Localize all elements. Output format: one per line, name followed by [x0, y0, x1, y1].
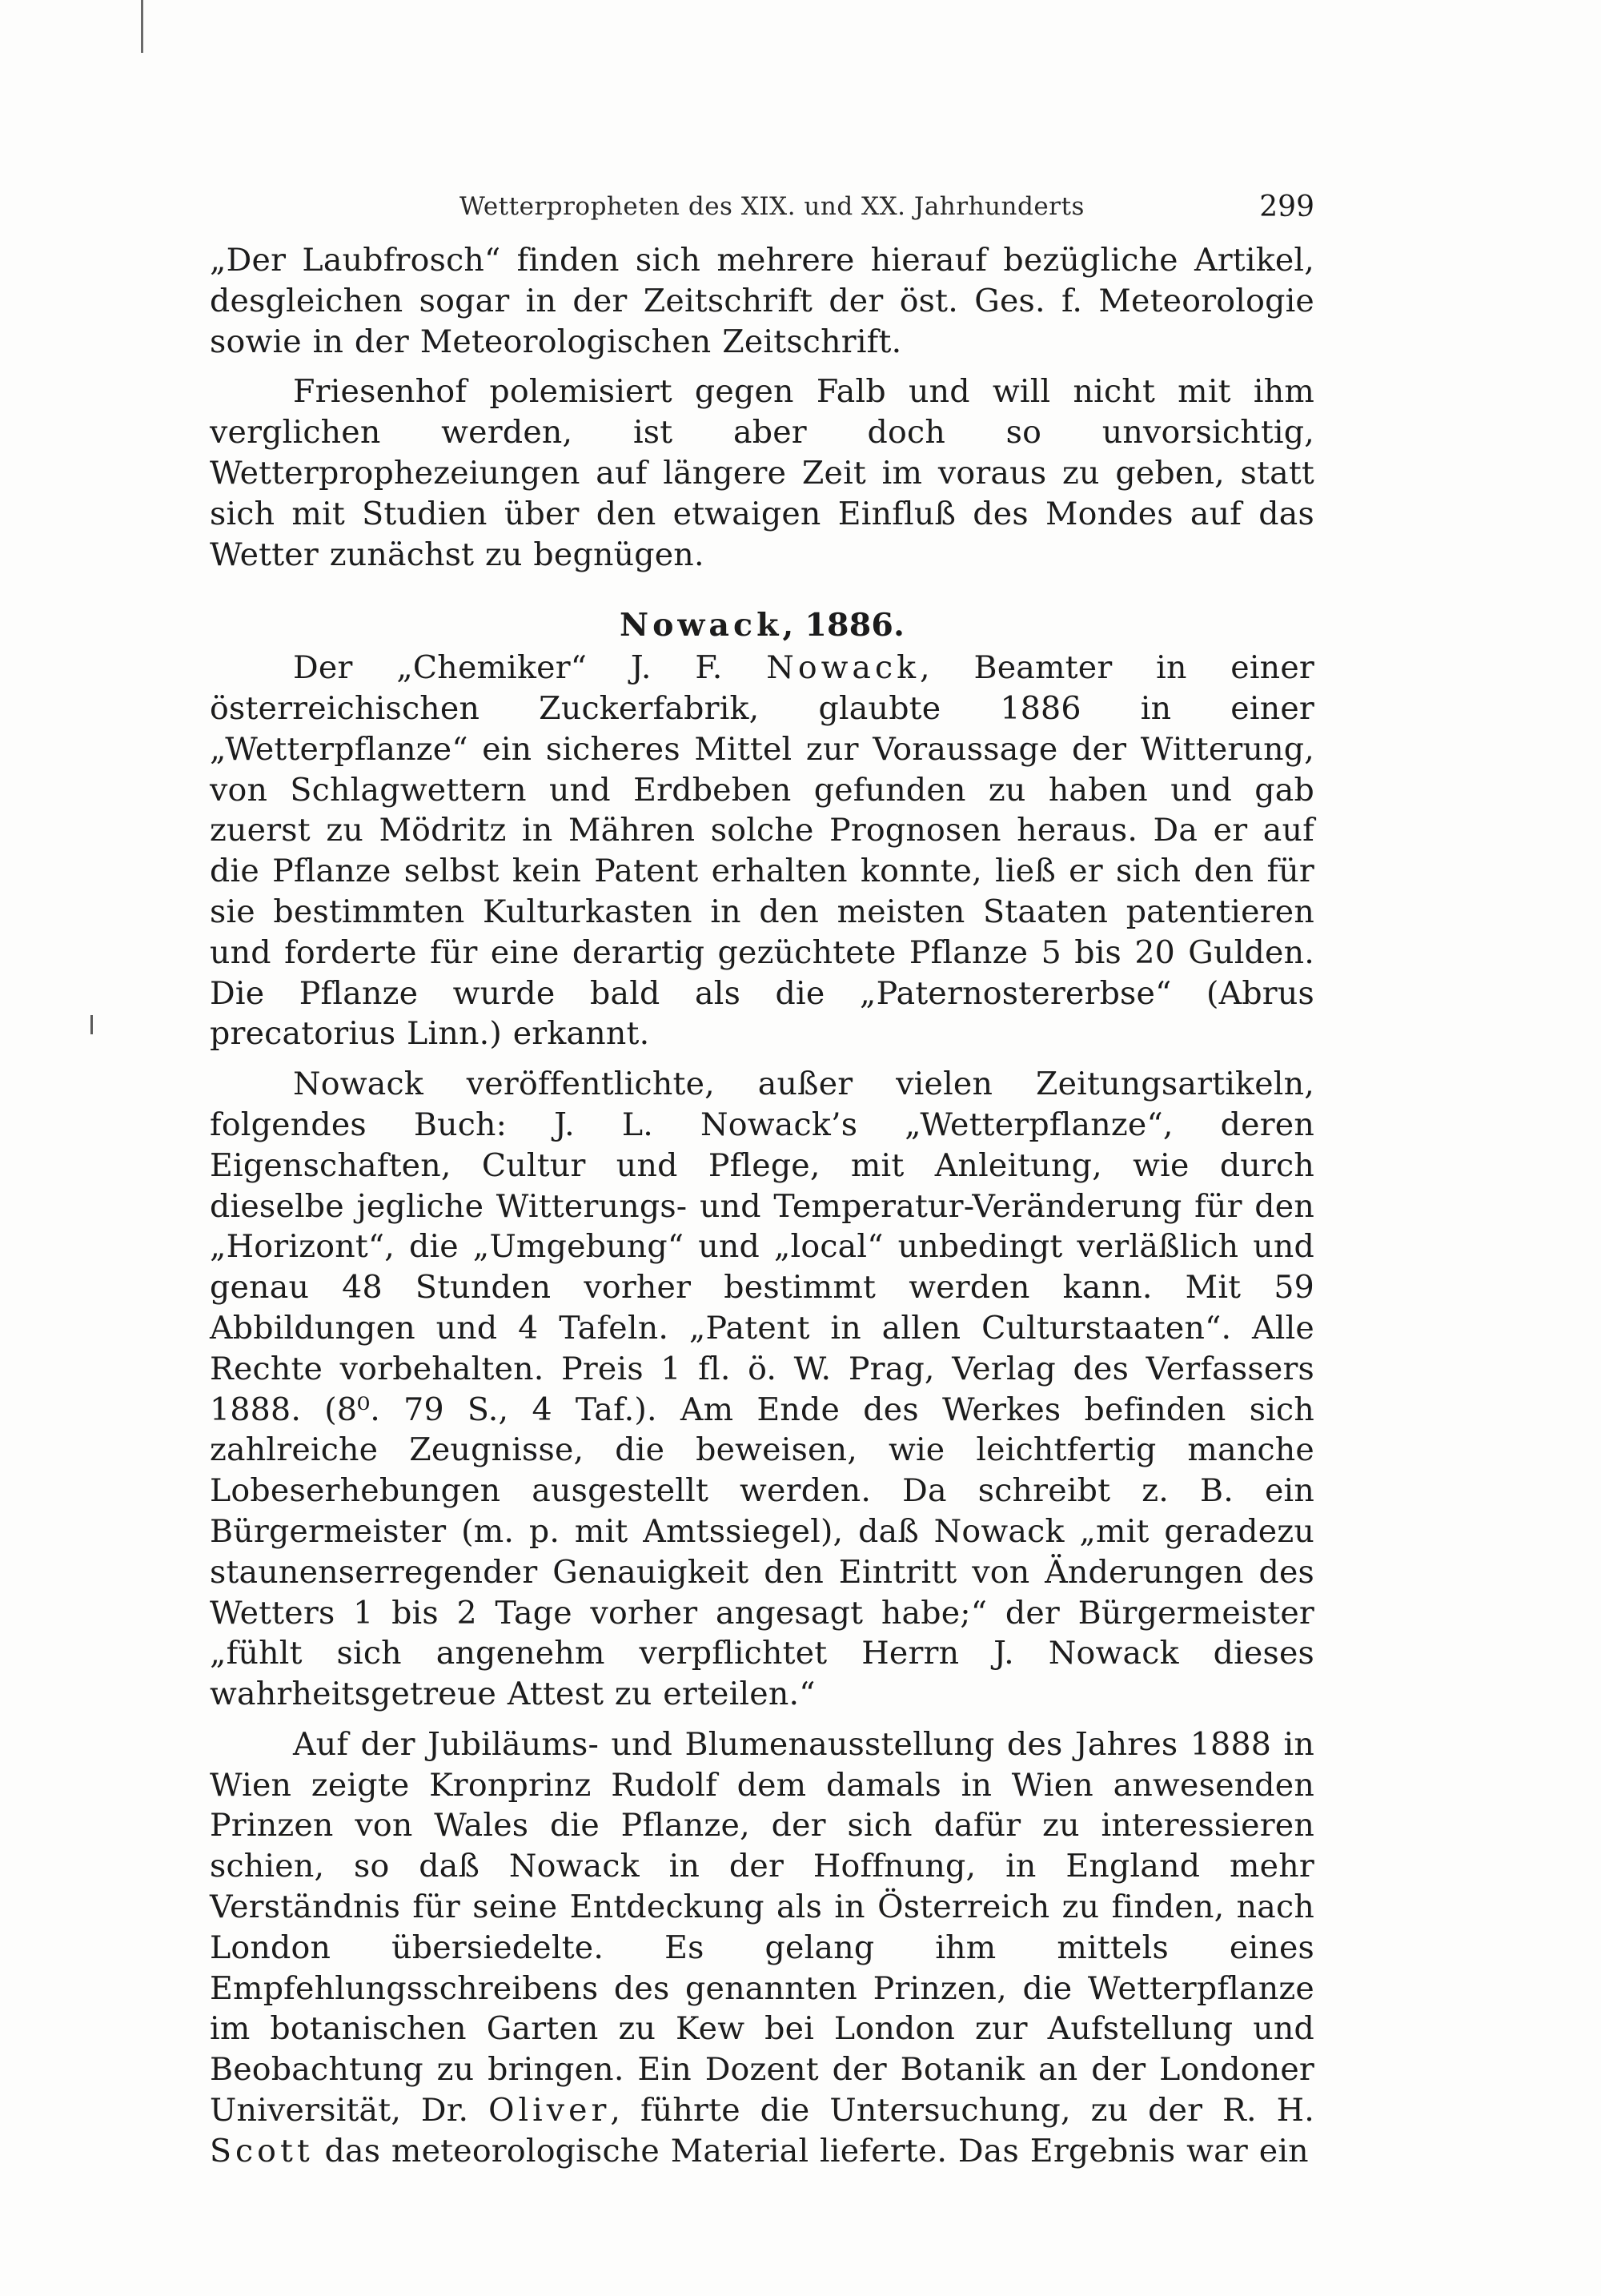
running-head: Wetterpropheten des XIX. und XX. Jahrhunderts: [459, 192, 1085, 221]
paragraph-buch: Nowack veröffentlichte, außer vielen Zeitungsartikeln, folgendes Buch: J. L. Nowack’s „Wetterpflanze“, deren Eigenschaften, Cultur und Pflege, mit Anleitung, wie durch dieselbe jegliche Witterungs- und Temperatur-Veränderung für den „Horizont“, die „Umgebung“ und „local“ unbedingt verläßlich und genau 48 Stunden vorher bestimmt werden kann. Mit 59 Abbildungen und 4 Tafeln. „Patent in allen Culturstaaten“. Alle Rechte vorbehalten. Preis 1 fl. ö. W. Prag, Verlag des Verfassers 1888. (8⁰. 79 S., 4 Taf.). Am Ende des Werkes befinden sich zahlreiche Zeugnisse, die beweisen, wie leichtfertig manche Lobeserhebungen ausgestellt werden. Da schreibt z. B. ein Bürgermeister (m. p. mit Amtssiegel), daß Nowack „mit geradezu staunenserregender Genauigkeit den Eintritt von Änderungen des Wetters 1 bis 2 Tage vorher angesagt habe;“ der Bürgermeister „fühlt sich angenehm verpflichtet Herrn J. Nowack dieses wahrheitsgetreue Attest zu erteilen.“: [210, 1066, 1314, 1713]
paragraph-ausstellung: [210, 1724, 1314, 2172]
page-number: 299: [1259, 191, 1314, 223]
paragraph-friesenhof: Friesenhof polemisiert gegen Falb und will nicht mit ihm verglichen werden, ist aber doch so unvorsichtig, Wetterprophezeiungen auf längere Zeit im voraus zu geben, statt sich mit Studien über den etwaigen Einfluß des Mondes auf das Wetter zunächst zu begnügen.: [210, 373, 1314, 573]
page-header: [234, 186, 1314, 234]
paragraph-chemiker: [210, 648, 1314, 1054]
section-heading-nowack: [210, 605, 1314, 646]
heading-year: , 1886.: [782, 607, 905, 644]
margin-mark: [90, 1015, 93, 1034]
text-run: Der „Chemiker“ J. F.: [293, 649, 723, 687]
text-run: , Beamter in einer österreichischen Zuckerfabrik, glaubte 1886 in einer „Wetterpflanze“ ein sicheres Mittel zur Voraussage der Witterung, von Schlagwettern und Erdbeben gefunden zu haben und gab zuerst zu Mödritz in Mähren solche Prognosen heraus. Da er auf die Pflanze selbst kein Patent erhalten konnte, ließ er sich den für sie bestimmten Kulturkasten in den meisten Staaten patentieren und forderte für eine derartig gezüchtete Pflanze 5 bis 20 Gulden. Die Pflanze wurde bald als die „Paternostererbse“ (Abrus precatorius Linn.) erkannt.: [210, 649, 1314, 1053]
body-text: [210, 240, 1315, 2170]
spaced-name-oliver: Oliver: [488, 2092, 611, 2129]
margin-rule: [141, 0, 143, 53]
text-run: Auf der Jubiläums- und Blumenausstellung des Jahres 1888 in Wien zeigte Kronprinz Rudolf dem damals in Wien anwesenden Prinzen von Wales die Pflanze, der sich dafür zu interessieren schien, so daß Nowack in der Hoffnung, in England mehr Verständnis für seine Entdeckung als in Österreich zu finden, nach London übersiedelte. Es gelang ihm mittels eines Empfehlungsschreibens des genannten Prinzen, die Wetterpflanze im botanischen Garten zu Kew bei London zur Aufstellung und Beobachtung zu bringen. Ein Dozent der Botanik an der Londoner Universität, Dr.: [210, 1725, 1314, 2129]
spaced-name-scott: Scott: [210, 2132, 314, 2170]
text-run: das meteorologische Material lieferte. Das Ergebnis war ein: [313, 2132, 1309, 2170]
text-run: , führte die Untersuchung, zu der R. H.: [610, 2092, 1315, 2129]
spaced-name-nowack: Nowack: [766, 649, 921, 687]
paragraph-laubfrosch: „Der Laubfrosch“ finden sich mehrere hierauf bezügliche Artikel, desgleichen sogar in der Zeitschrift der öst. Ges. f. Meteorologie sowie in der Meteorologischen Zeitschrift.: [210, 242, 1314, 360]
heading-name: Nowack: [619, 607, 783, 644]
